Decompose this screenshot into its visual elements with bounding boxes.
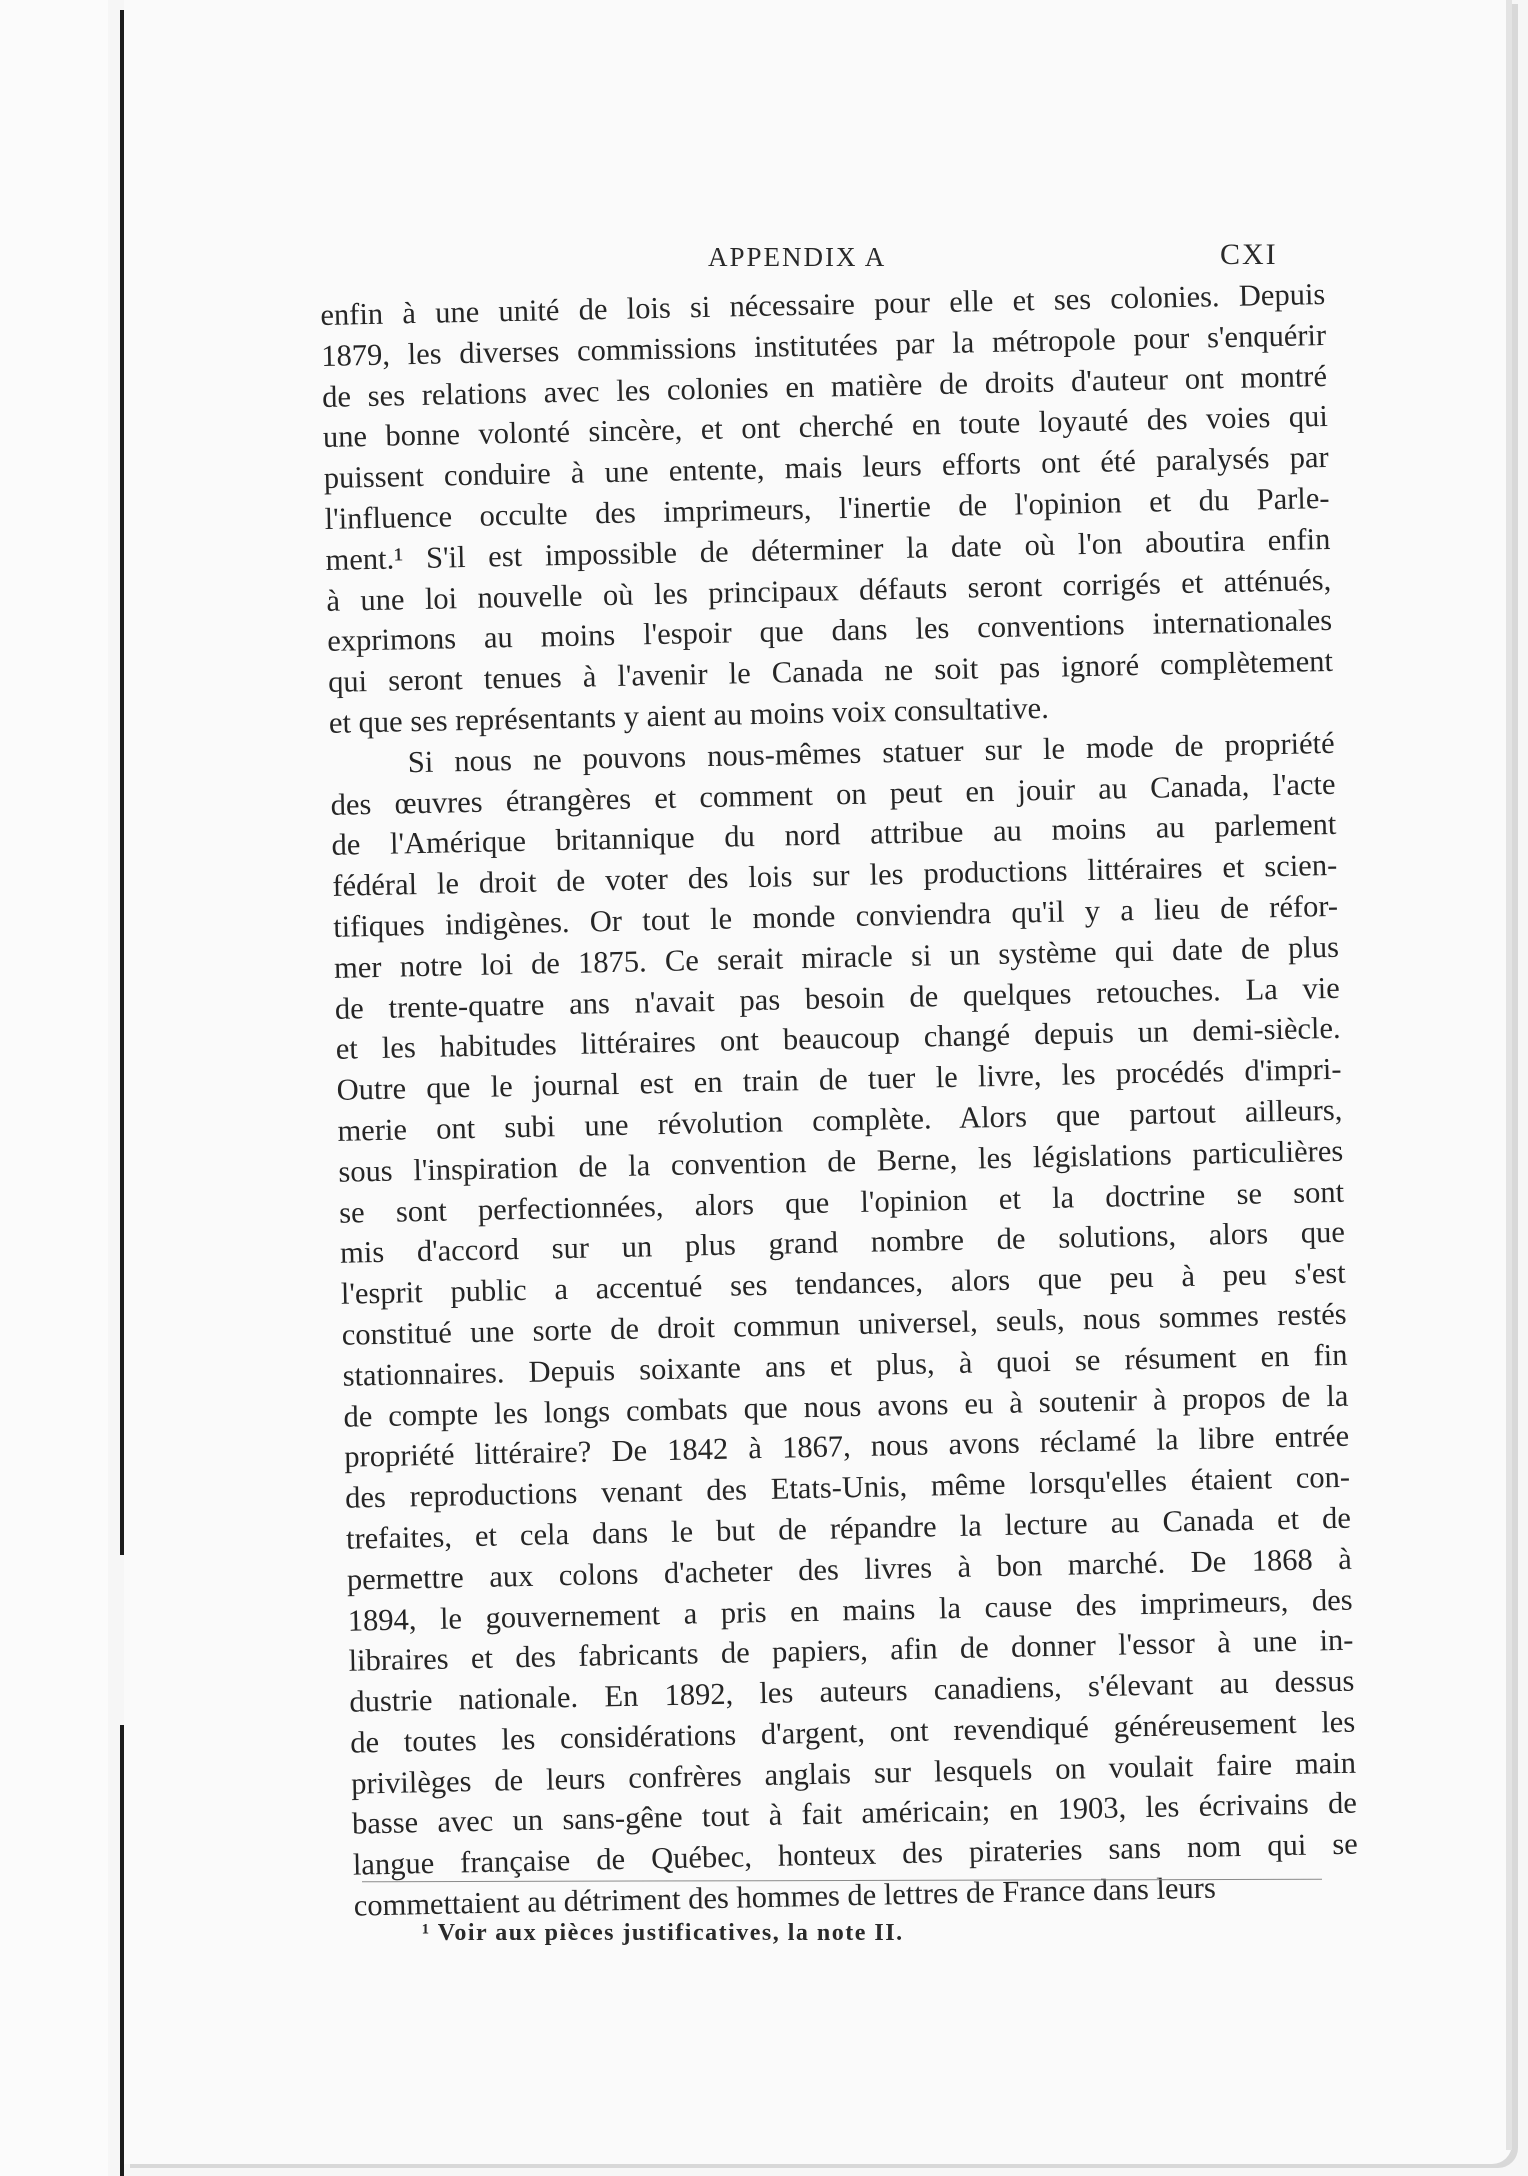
text-line: mer notre loi de 1875. Ce serait miracle si un système qui date de plus xyxy=(333,929,1340,985)
text-line: l'esprit public a accentué ses tendances, alors que peu à peu s'est xyxy=(340,1255,1347,1311)
text-line: se sont perfectionnées, alors que l'opinion et la doctrine se sont xyxy=(338,1174,1345,1230)
text-line: commettaient au détriment des hommes de lettres de France dans leurs xyxy=(353,1870,1217,1923)
text-line: à une loi nouvelle où les principaux défauts seront corrigés et atténués, xyxy=(326,562,1332,618)
text-line: merie ont subi une révolution complète. Alors que partout ailleurs, xyxy=(337,1092,1343,1148)
text-line: basse avec un sans-gêne tout à fait américain; en 1903, les écrivains de xyxy=(351,1786,1358,1842)
text-line: exprimons au moins l'espoir que dans les conventions internationales xyxy=(326,603,1333,659)
text-line: 1879, les diverses commissions institutées par la métropole pour s'enquérir xyxy=(320,317,1327,373)
footnote: ¹ Voir aux pièces justificatives, la note II. xyxy=(422,1920,904,1946)
text-line: ment.¹ S'il est impossible de déterminer la date où l'on aboutira enfin xyxy=(325,521,1331,577)
text-line: une bonne volonté sincère, et ont cherché en toute loyauté des voies qui xyxy=(322,399,1329,455)
text-line: constitué une sorte de droit commun universel, seuls, nous sommes restés xyxy=(341,1296,1347,1352)
text-line: fédéral le droit de voter des lois sur les productions littéraires et scien- xyxy=(332,847,1338,904)
text-line: de toutes les considérations d'argent, ont revendiqué généreusement les xyxy=(349,1704,1356,1760)
text-line: mis d'accord sur un plus grand nombre de solutions, alors que xyxy=(339,1215,1346,1271)
facing-page-edge xyxy=(0,0,108,2176)
text-line: dustrie nationale. En 1892, les auteurs canadiens, s'élevant au dessus xyxy=(349,1663,1355,1719)
page-number: CXI xyxy=(1220,238,1278,271)
text-line: stationnaires. Depuis soixante ans et plus, à quoi se résument en fin xyxy=(342,1337,1348,1393)
text-line: tifiques indigènes. Or tout le monde conviendra qu'il y a lieu de réfor- xyxy=(332,888,1339,944)
text-line: libraires et des fabricants de papiers, afin de donner l'essor à une in- xyxy=(348,1622,1354,1678)
page-header xyxy=(0,238,1528,278)
running-head: APPENDIX A xyxy=(708,242,887,272)
text-line: langue française de Québec, honteux des pirateries sans nom qui se xyxy=(352,1826,1359,1882)
text-line: Outre que le journal est en train de tuer le livre, les procédés d'impri- xyxy=(336,1051,1342,1107)
text-line: de compte les longs combats que nous avons eu à soutenir à propos de la xyxy=(343,1378,1349,1434)
text-line: 1894, le gouvernement a pris en mains la cause des imprimeurs, des xyxy=(347,1582,1353,1638)
text-line: sous l'inspiration de la convention de Berne, les législations particulières xyxy=(338,1133,1344,1189)
text-line: trefaites, et cela dans le but de répandre la lecture au Canada et de xyxy=(345,1500,1352,1556)
text-line: des reproductions venant des Etats-Unis, même lorsqu'elles étaient con- xyxy=(344,1459,1351,1515)
text-line: enfin à une unité de lois si nécessaire pour elle et ses colonies. Depuis xyxy=(320,276,1326,332)
text-line: et que ses représentants y aient au moins voix consultative. xyxy=(328,690,1050,740)
text-line: permettre aux colons d'acheter des livres à bon marché. De 1868 à xyxy=(346,1541,1353,1597)
text-line: propriété littéraire? De 1842 à 1867, nous avons réclamé la libre entrée xyxy=(343,1419,1350,1475)
text-line: des œuvres étrangères et comment on peut en jouir au Canada, l'acte xyxy=(330,766,1336,822)
page-fore-edge xyxy=(1506,0,1512,2150)
text-line: puissent conduire à une entente, mais leurs efforts ont été paralysés par xyxy=(323,440,1329,496)
text-line: qui seront tenues à l'avenir le Canada ne soit pas ignoré complètement xyxy=(327,644,1334,700)
text-line: privilèges de leurs confrères anglais sur lesquels on voulait faire main xyxy=(350,1745,1357,1801)
text-line: de l'Amérique britannique du nord attribue au moins au parlement xyxy=(331,807,1337,863)
text-line: l'influence occulte des imprimeurs, l'inertie de l'opinion et du Parle- xyxy=(324,480,1330,536)
text-line: Si nous ne pouvons nous-mêmes statuer sur le mode de propriété xyxy=(407,725,1335,780)
gutter-line-lower xyxy=(120,1725,124,2176)
text-line: de trente-quatre ans n'avait pas besoin de quelques retouches. La vie xyxy=(334,970,1341,1026)
text-line: de ses relations avec les colonies en matière de droits d'auteur ont montré xyxy=(321,358,1328,414)
body-text xyxy=(320,274,1359,1927)
text-line: et les habitudes littéraires ont beaucoup changé depuis un demi-siècle. xyxy=(335,1011,1341,1067)
